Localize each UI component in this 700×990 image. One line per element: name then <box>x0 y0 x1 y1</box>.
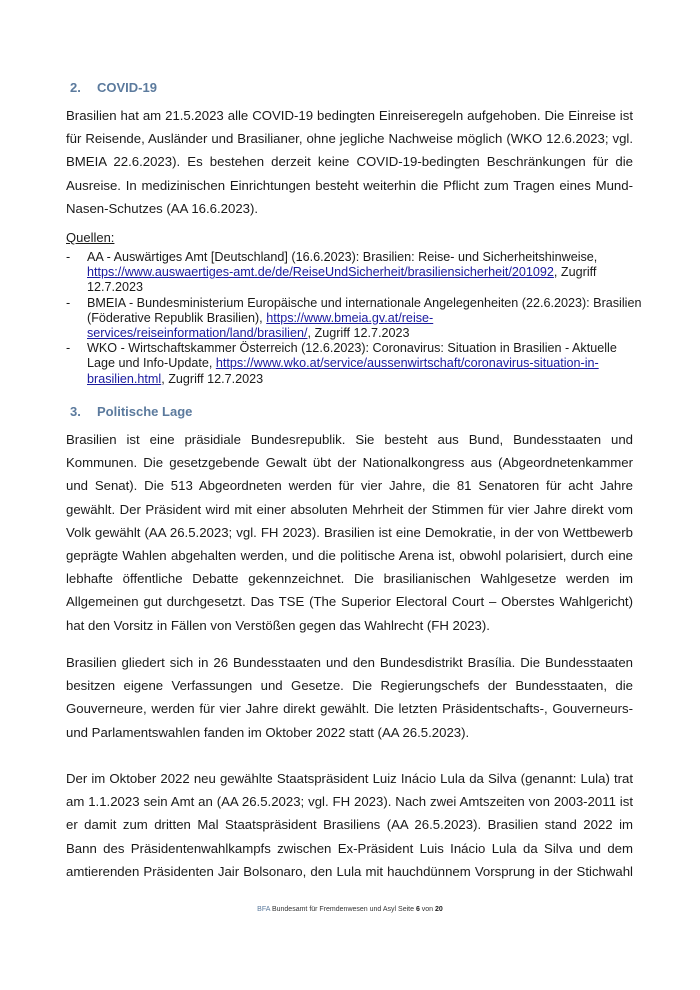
sources-list <box>66 250 646 387</box>
paragraph-politics-1: Brasilien ist eine präsidiale Bundesrepublik. Sie besteht aus Bund, Bundesstaaten und Kommunen. Die gesetzgebende Gewalt übt der Nationalkongress aus (Abgeordnetenkammer und Senat). Die 513 Abgeordneten werden für vier Jahre, die 81 Senatoren für acht Jahre gewählt. Der Präsident wird mit einer absoluten Mehrheit der Stimmen für vier Jahre direkt vom Volk gewählt (AA 26.5.2023; vgl. FH 2023). Brasilien ist eine Demokratie, in der von Wettbewerb geprägte Wahlen abgehalten werden, und die politische Arena ist, obwohl polarisiert, durch eine lebhafte öffentliche Debatte gekennzeichnet. Die brasilianischen Wahlgesetze werden im Allgemeinen gut durchgesetzt. Das TSE (The Superior Electoral Court – Oberstes Wahlgericht) hat den Vorsitz in Fällen von Verstößen gegen das Wahlrecht (FH 2023). <box>66 432 633 633</box>
section-number: 2. <box>70 80 81 95</box>
bullet-dash: - <box>66 295 71 310</box>
paragraph-politics-3: Der im Oktober 2022 neu gewählte Staatspräsident Luiz Inácio Lula da Silva (genannt: Lula) trat am 1.1.2023 sein Amt an (AA 26.5.2023; vgl. FH 2023). Nach zwei Amtszeiten von 2003-2011 ist er damit zum dritten Mal Staatspräsident Brasiliens (AA 26.5.2023). Brasilien stand 2022 im Bann des Präsidentenwahlkampfs zwischen Ex-Präsident Luis Inácio Lula da Silva und dem amtierenden Präsidenten Jair Bolsonaro, den Lula mit hauchdünnem Vorsprung in der Stichwahl <box>66 771 633 879</box>
page-footer <box>0 906 700 913</box>
source-link[interactable]: https://www.auswaertiges-amt.de/de/ReiseUndSicherheit/brasiliensicherheit/201092 <box>87 265 554 280</box>
source-access-date: , Zugriff 12.7.2023 <box>87 265 597 295</box>
source-access-date: , Zugriff 12.7.2023 <box>307 326 410 341</box>
source-text: BMEIA - Bundesministerium Europäische und internationale Angelegenheiten (22.6.2023): Brasilien (Föderative Republik Brasilien), <box>87 295 642 325</box>
footer-of: von <box>419 906 436 913</box>
source-item <box>66 296 646 342</box>
source-item <box>66 341 646 387</box>
source-text: WKO - Wirtschaftskammer Österreich (12.6.2023): Coronavirus: Situation in Brasilien - Aktuelle Lage und Info-Update, <box>87 341 617 371</box>
section-heading-covid <box>70 80 157 95</box>
source-item <box>66 250 646 296</box>
section-number: 3. <box>70 404 81 419</box>
paragraph-politics-2: Brasilien gliedert sich in 26 Bundesstaaten und den Bundesdistrikt Brasília. Die Bundesstaaten besitzen eigene Verfassungen und Gesetze. Die Regierungschefs der Bundesstaaten, die Gouverneure, werden für vier Jahre direkt gewählt. Die letzten Präsidentschafts-, Gouverneurs- und Parlamentswahlen fanden im Oktober 2022 statt (AA 26.5.2023). <box>66 655 633 740</box>
sources-label: Quellen: <box>66 230 115 245</box>
source-link[interactable]: https://www.bmeia.gv.at/reise-services/reiseinformation/land/brasilien/ <box>87 310 434 341</box>
footer-brand: BFA <box>257 906 271 913</box>
section-title: Politische Lage <box>97 404 193 419</box>
footer-org: Bundesamt für Fremdenwesen und Asyl Seite <box>270 906 416 913</box>
bullet-dash: - <box>66 250 71 264</box>
footer-page-number: 6 <box>415 906 420 913</box>
bullet-dash: - <box>66 341 71 356</box>
paragraph-covid: Brasilien hat am 21.5.2023 alle COVID-19 bedingten Einreiseregeln aufgehoben. Die Einreise ist für Reisende, Ausländer und Brasilianer, ohne jegliche Nachweise möglich (WKO 12.6.2023; vgl. BMEIA 22.6.2023). Es bestehen derzeit keine COVID-19-bedingten Beschränkungen für die Ausreise. In medizinischen Einrichtungen besteht weiterhin die Pflicht zum Tragen eines Mund-Nasen-Schutzes (AA 16.6.2023). <box>66 108 633 216</box>
source-text: AA - Auswärtiges Amt [Deutschland] (16.6.2023): Brasilien: Reise- und Sicherheitshinweise, <box>87 250 598 264</box>
section-heading-politische-lage <box>70 404 192 419</box>
section-title: COVID-19 <box>97 80 157 95</box>
source-access-date: , Zugriff 12.7.2023 <box>161 371 264 386</box>
source-link[interactable]: https://www.wko.at/service/aussenwirtschaft/coronavirus-situation-in-brasilien.html <box>87 356 599 386</box>
footer-total-pages: 20 <box>435 906 443 913</box>
